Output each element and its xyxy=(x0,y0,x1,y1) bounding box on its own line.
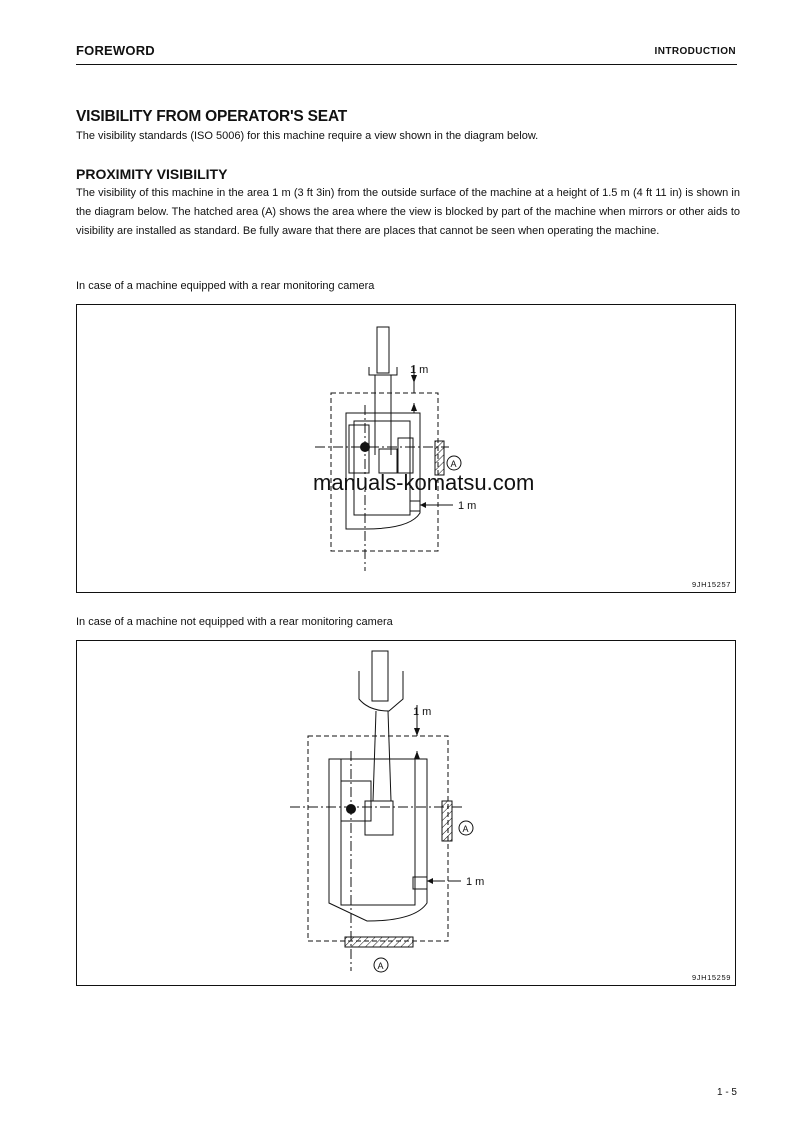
fig2-boom-tip xyxy=(372,651,388,701)
fig2-dim-top: 1 m xyxy=(413,706,432,718)
fig1-arrow-top xyxy=(411,375,417,383)
fig2-hatched-area-side xyxy=(442,801,452,841)
section-text-visibility: The visibility standards (ISO 5006) for this machine require a view shown in the diagram below. xyxy=(76,130,539,142)
figure1-id: 9JH15257 xyxy=(692,580,731,589)
figure2-frame xyxy=(76,640,736,986)
header-rule xyxy=(76,64,737,65)
fig1-bucket xyxy=(369,367,397,375)
figure1-frame xyxy=(76,304,736,593)
fig2-area-label-rear: A xyxy=(377,961,384,971)
figure2-diagram xyxy=(77,641,737,987)
section-heading-proximity: PROXIMITY VISIBILITY xyxy=(76,166,228,182)
watermark: manuals-komatsu.com xyxy=(313,470,535,495)
fig1-dim-side: 1 m xyxy=(458,500,477,512)
fig1-operator-eye xyxy=(360,442,370,452)
fig2-machine-body xyxy=(329,759,427,921)
figure1-diagram xyxy=(77,305,737,594)
figure2-id: 9JH15259 xyxy=(692,973,731,982)
fig2-operator-eye xyxy=(346,804,356,814)
page-number: 1 - 5 xyxy=(716,1087,737,1098)
fig1-area-label: A xyxy=(450,459,457,469)
fig2-bucket xyxy=(359,671,403,711)
fig2-hatched-area-rear xyxy=(345,937,413,947)
fig1-dim-top: 1 m xyxy=(410,364,429,376)
figure1-caption: In case of a machine equipped with a rear monitoring camera xyxy=(76,280,375,292)
fig2-arrow-top xyxy=(414,728,420,736)
header-chapter-title: INTRODUCTION xyxy=(654,46,736,57)
figure2-caption: In case of a machine not equipped with a rear monitoring camera xyxy=(76,616,393,628)
section-heading-visibility: VISIBILITY FROM OPERATOR'S SEAT xyxy=(76,108,348,125)
fig1-boom-tip xyxy=(377,327,389,373)
header-section-title: FOREWORD xyxy=(76,43,155,58)
fig2-dim-side: 1 m xyxy=(466,876,485,888)
fig2-area-label-side: A xyxy=(462,824,469,834)
section-text-proximity: The visibility of this machine in the area 1 m (3 ft 3in) from the outside surface of the machine at a height of 1.5 m (4 ft 11 in) is shown in the diagram below. The hatched area (A) shows the area where the view is blocked by part of the machine when mirrors or other aids to visibility are installed as standard. Be fully aware that there are places that cannot be seen when operating the machine. xyxy=(76,187,740,237)
